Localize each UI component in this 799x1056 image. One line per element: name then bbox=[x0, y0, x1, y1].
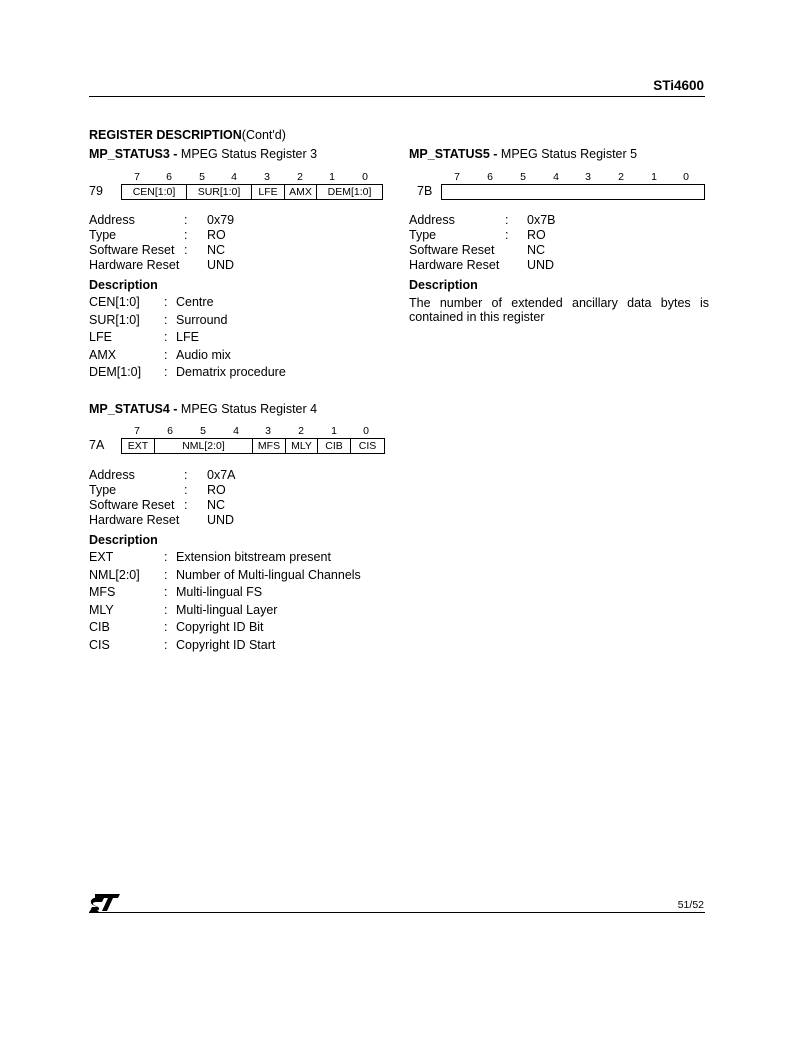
property-value: RO bbox=[527, 228, 546, 242]
description-row bbox=[89, 330, 389, 348]
bit-number: 1 bbox=[651, 171, 657, 183]
property-row bbox=[89, 243, 389, 258]
field-name: SUR[1:0] bbox=[89, 312, 140, 327]
property-value: NC bbox=[207, 498, 226, 512]
section-title-suffix: (Cont'd) bbox=[241, 128, 286, 142]
field-colon: : bbox=[164, 330, 168, 344]
property-row bbox=[409, 228, 709, 243]
description-row bbox=[89, 585, 409, 603]
field-colon: : bbox=[164, 567, 168, 582]
description-row bbox=[89, 568, 409, 586]
property-key: Hardware Reset bbox=[89, 258, 180, 272]
property-colon: : bbox=[505, 228, 509, 242]
property-value: UND bbox=[207, 258, 235, 272]
document-header-title: STi4600 bbox=[653, 78, 704, 93]
bit-number: 1 bbox=[329, 171, 335, 183]
property-value: RO bbox=[207, 228, 226, 242]
st-logo-icon bbox=[89, 893, 121, 912]
field-name: DEM[1:0] bbox=[89, 365, 142, 379]
field-colon: : bbox=[164, 550, 168, 564]
field-colon: : bbox=[164, 602, 168, 617]
field-name: MFS bbox=[89, 585, 116, 599]
field-colon: : bbox=[164, 312, 168, 327]
register-separator: - bbox=[169, 402, 181, 416]
property-key: Address bbox=[409, 213, 455, 227]
register-bitfield bbox=[441, 184, 705, 200]
description-row bbox=[89, 638, 409, 656]
field-meaning: Centre bbox=[176, 295, 214, 309]
property-key: Type bbox=[89, 483, 117, 497]
property-key: Address bbox=[89, 468, 135, 482]
field-name: MLY bbox=[89, 602, 114, 617]
description-heading: Description bbox=[89, 533, 158, 547]
description-row bbox=[89, 295, 389, 313]
property-colon: : bbox=[184, 468, 188, 482]
bit-number: 3 bbox=[585, 171, 591, 183]
description-row bbox=[89, 620, 409, 638]
property-value: RO bbox=[207, 483, 226, 497]
field-meaning: Multi-lingual Layer bbox=[176, 602, 278, 617]
bit-number: 0 bbox=[362, 171, 368, 183]
register-properties bbox=[409, 213, 709, 273]
bitfield-cell: CIB bbox=[318, 439, 351, 453]
register-desc: MPEG Status Register 5 bbox=[500, 147, 638, 161]
field-meaning: Surround bbox=[176, 312, 228, 327]
register-heading-mp-status5 bbox=[409, 147, 637, 161]
bitfield-cell: CIS bbox=[358, 440, 377, 452]
property-colon: : bbox=[184, 483, 188, 497]
register-address-label: 79 bbox=[89, 184, 103, 198]
field-meaning: Copyright ID Start bbox=[176, 637, 276, 652]
register-name: MP_STATUS5 bbox=[409, 147, 490, 161]
bit-number: 2 bbox=[297, 171, 303, 183]
register-address-label: 7A bbox=[89, 438, 105, 452]
property-colon: : bbox=[505, 213, 509, 227]
property-colon: : bbox=[184, 213, 188, 227]
bit-numbers bbox=[122, 425, 384, 437]
bitfield-cell: EXT bbox=[122, 439, 155, 453]
bitfield-cell: SUR[1:0] bbox=[187, 185, 252, 199]
property-value: 0x7A bbox=[207, 468, 236, 482]
register-name: MP_STATUS3 bbox=[89, 147, 170, 161]
section-title bbox=[89, 128, 286, 142]
property-value: 0x7B bbox=[527, 213, 556, 227]
property-key: Software Reset bbox=[89, 498, 175, 512]
property-key: Address bbox=[89, 213, 135, 227]
bit-number: 6 bbox=[167, 425, 173, 437]
bit-number: 4 bbox=[553, 171, 559, 183]
property-row bbox=[89, 228, 389, 243]
field-meaning: LFE bbox=[176, 330, 199, 344]
property-key: Hardware Reset bbox=[409, 258, 500, 272]
register-bitfield bbox=[121, 184, 383, 200]
property-value: UND bbox=[207, 513, 235, 527]
description-paragraph: The number of extended ancillary data bytes is contained in this register bbox=[409, 296, 709, 324]
property-row bbox=[89, 258, 389, 273]
field-colon: : bbox=[164, 365, 168, 379]
bit-number: 5 bbox=[520, 171, 526, 183]
field-colon: : bbox=[164, 620, 168, 634]
field-meaning: Extension bitstream present bbox=[176, 550, 331, 564]
field-colon: : bbox=[164, 585, 168, 599]
property-key: Software Reset bbox=[409, 243, 495, 257]
register-desc: MPEG Status Register 3 bbox=[180, 147, 318, 161]
register-bitfield bbox=[121, 438, 385, 454]
bit-number: 7 bbox=[134, 425, 140, 437]
register-separator: - bbox=[489, 147, 501, 161]
property-value: UND bbox=[527, 258, 555, 272]
bit-number: 7 bbox=[454, 171, 460, 183]
bit-number: 6 bbox=[166, 171, 172, 183]
field-name: CIS bbox=[89, 637, 110, 652]
description-row bbox=[89, 348, 389, 366]
bit-number: 3 bbox=[265, 425, 271, 437]
property-row bbox=[409, 213, 709, 228]
field-name: NML[2:0] bbox=[89, 567, 140, 582]
field-name: AMX bbox=[89, 347, 117, 362]
bit-number: 0 bbox=[683, 171, 689, 183]
register-properties bbox=[89, 468, 389, 528]
property-value: NC bbox=[527, 243, 546, 257]
property-key: Type bbox=[409, 228, 437, 242]
footer-divider bbox=[89, 912, 705, 913]
property-colon: : bbox=[184, 228, 188, 242]
bitfield-cell: LFE bbox=[252, 185, 285, 199]
header-divider bbox=[89, 96, 705, 97]
description-row bbox=[89, 365, 389, 383]
bit-numbers bbox=[122, 171, 382, 183]
description-heading: Description bbox=[409, 278, 478, 292]
property-colon: : bbox=[184, 243, 188, 257]
register-name: MP_STATUS4 bbox=[89, 402, 170, 416]
field-meaning: Dematrix procedure bbox=[176, 365, 286, 379]
description-row bbox=[89, 313, 389, 331]
property-row bbox=[89, 468, 389, 483]
field-colon: : bbox=[164, 637, 168, 652]
bit-number: 6 bbox=[487, 171, 493, 183]
property-value: 0x79 bbox=[207, 213, 235, 227]
field-meaning: Copyright ID Bit bbox=[176, 620, 264, 634]
field-name: CIB bbox=[89, 620, 110, 634]
register-separator: - bbox=[169, 147, 181, 161]
register-properties bbox=[89, 213, 389, 273]
property-key: Software Reset bbox=[89, 243, 175, 257]
field-meaning: Multi-lingual FS bbox=[176, 585, 263, 599]
field-name: CEN[1:0] bbox=[89, 295, 140, 309]
bit-number: 2 bbox=[618, 171, 624, 183]
field-colon: : bbox=[164, 295, 168, 309]
register-address-label: 7B bbox=[417, 184, 433, 198]
property-row bbox=[89, 513, 389, 528]
register-heading-mp-status3 bbox=[89, 147, 317, 161]
bit-number: 4 bbox=[233, 425, 239, 437]
bit-number: 0 bbox=[363, 425, 369, 437]
register-heading-mp-status4 bbox=[89, 402, 317, 416]
bit-number: 7 bbox=[134, 171, 140, 183]
bitfield-cell: CEN[1:0] bbox=[122, 185, 187, 199]
description-row bbox=[89, 603, 409, 621]
property-key: Type bbox=[89, 228, 117, 242]
property-row bbox=[409, 258, 709, 273]
field-meaning: Number of Multi-lingual Channels bbox=[176, 567, 361, 582]
bitfield-cell: AMX bbox=[285, 185, 317, 199]
property-row bbox=[89, 213, 389, 228]
field-colon: : bbox=[164, 347, 168, 362]
bit-number: 5 bbox=[199, 171, 205, 183]
bitfield-cell: MFS bbox=[253, 439, 286, 453]
bitfield-cell: MLY bbox=[286, 439, 318, 453]
field-name: EXT bbox=[89, 550, 114, 564]
bit-number: 5 bbox=[200, 425, 206, 437]
description-row bbox=[89, 550, 409, 568]
field-meaning: Audio mix bbox=[176, 347, 231, 362]
section-title-bold: REGISTER DESCRIPTION bbox=[89, 128, 242, 142]
property-row bbox=[89, 498, 389, 513]
bit-number: 4 bbox=[231, 171, 237, 183]
bit-number: 3 bbox=[264, 171, 270, 183]
bit-number: 1 bbox=[331, 425, 337, 437]
bit-numbers bbox=[442, 171, 704, 183]
bit-number: 2 bbox=[298, 425, 304, 437]
field-name: LFE bbox=[89, 330, 112, 344]
property-colon: : bbox=[184, 498, 188, 512]
description-heading: Description bbox=[89, 278, 158, 292]
description-list bbox=[89, 550, 409, 655]
property-key: Hardware Reset bbox=[89, 513, 180, 527]
bitfield-cell: DEM[1:0] bbox=[327, 186, 372, 198]
register-desc: MPEG Status Register 4 bbox=[180, 402, 318, 416]
description-list bbox=[89, 295, 389, 383]
property-row bbox=[89, 483, 389, 498]
property-value: NC bbox=[207, 243, 226, 257]
bitfield-cell: NML[2:0] bbox=[155, 439, 253, 453]
property-row bbox=[409, 243, 709, 258]
page-number: 51/52 bbox=[677, 899, 704, 911]
